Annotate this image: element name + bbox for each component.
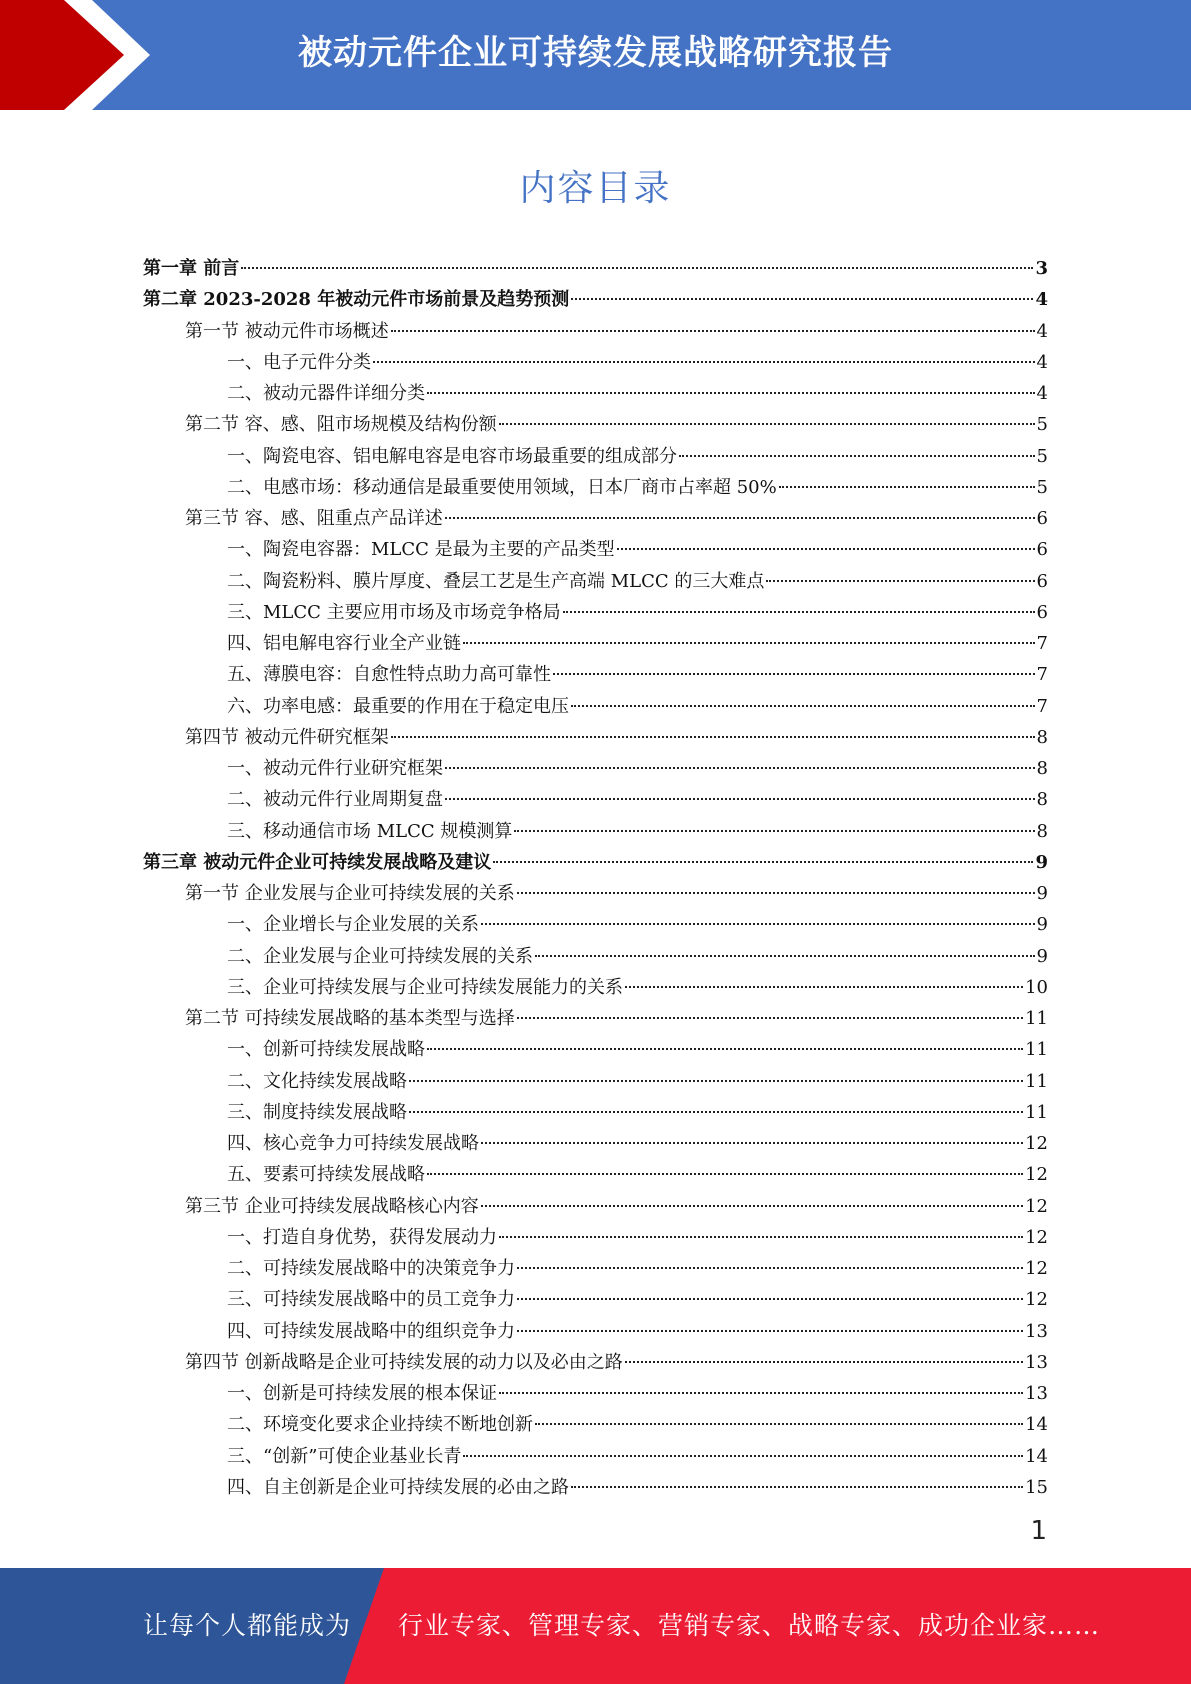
toc-entry-page: 7 [1036,633,1048,654]
toc-entry[interactable] [143,253,1048,284]
toc-entry[interactable] [143,284,1048,315]
toc-entry[interactable] [143,909,1048,940]
table-of-contents [143,253,1048,1503]
toc-entry-page: 5 [1036,445,1048,467]
toc-entry[interactable] [143,1409,1048,1440]
toc-dot-leader [625,986,1023,988]
toc-entry-page: 6 [1036,508,1048,529]
toc-dot-leader [517,1017,1023,1019]
toc-entry-page: 13 [1025,1351,1048,1373]
toc-entry-page: 6 [1036,570,1048,592]
toc-entry-title: 第三章 被动元件企业可持续发展战略及建议 [143,851,492,873]
toc-entry[interactable] [143,316,1048,347]
toc-entry[interactable] [143,534,1048,565]
toc-entry[interactable] [143,1003,1048,1034]
toc-dot-leader [571,705,1035,707]
toc-dot-leader [553,673,1035,675]
toc-entry[interactable] [143,1066,1048,1097]
toc-entry[interactable] [143,597,1048,628]
toc-entry-page: 8 [1036,726,1048,748]
toc-dot-leader [241,267,1033,269]
toc-entry-title: 二、电感市场：移动通信是最重要使用领域，日本厂商市占率超 50% [227,476,777,498]
toc-entry-title: 第二节 容、感、阻市场规模及结构份额 [185,414,497,436]
toc-entry-page: 11 [1025,1101,1048,1123]
toc-entry-title: 三、企业可持续发展与企业可持续发展能力的关系 [227,976,623,998]
toc-entry-page: 13 [1025,1383,1048,1404]
footer-banner [0,1568,1191,1684]
toc-entry-title: 一、创新是可持续发展的根本保证 [227,1383,497,1404]
toc-entry-title: 四、铝电解电容行业全产业链 [227,633,461,654]
toc-entry-page: 8 [1036,758,1048,779]
toc-dot-leader [625,1361,1023,1363]
toc-dot-leader [499,423,1035,425]
toc-entry-page: 10 [1025,976,1048,998]
toc-entry-page: 9 [1036,883,1048,904]
toc-dot-leader [499,1392,1023,1394]
toc-entry[interactable] [143,1441,1048,1472]
toc-entry-page: 5 [1036,414,1048,436]
toc-entry-page: 11 [1025,1070,1048,1092]
toc-dot-leader [373,361,1035,363]
toc-entry[interactable] [143,1253,1048,1284]
toc-entry-title: 第四节 创新战略是企业可持续发展的动力以及必由之路 [185,1351,623,1373]
toc-entry-title: 第三节 企业可持续发展战略核心内容 [185,1195,479,1217]
footer-slogan-left: 让每个人都能成为 [143,1611,352,1640]
toc-entry-title: 二、陶瓷粉料、膜片厚度、叠层工艺是生产高端 MLCC 的三大难点 [227,570,765,592]
toc-entry-page: 13 [1025,1320,1048,1342]
toc-entry-title: 六、功率电感：最重要的作用在于稳定电压 [227,695,569,717]
toc-dot-leader [679,455,1035,457]
toc-entry[interactable] [143,1284,1048,1315]
toc-entry[interactable] [143,1128,1048,1159]
toc-entry[interactable] [143,378,1048,409]
toc-entry[interactable] [143,1159,1048,1190]
toc-entry-title: 一、被动元件行业研究框架 [227,758,443,779]
toc-dot-leader [499,1236,1023,1238]
toc-entry[interactable] [143,441,1048,472]
toc-dot-leader [514,830,1034,832]
toc-dot-leader [445,767,1035,769]
toc-dot-leader [427,392,1035,394]
toc-entry[interactable] [143,1347,1048,1378]
toc-dot-leader [481,923,1035,925]
toc-entry-title: 四、核心竞争力可持续发展战略 [227,1133,479,1154]
toc-entry-title: 一、陶瓷电容、铝电解电容是电容市场最重要的组成部分 [227,445,677,467]
toc-dot-leader [766,580,1034,582]
toc-entry-title: 第一节 被动元件市场概述 [185,320,389,342]
toc-entry-title: 二、环境变化要求企业持续不断地创新 [227,1414,533,1436]
toc-entry-title: 第四节 被动元件研究框架 [185,726,389,748]
toc-entry-title: 五、薄膜电容：自愈性特点助力高可靠性 [227,664,551,686]
toc-entry-page: 4 [1036,383,1048,404]
page-number: 1 [1030,1516,1047,1546]
toc-entry-title: 二、企业发展与企业可持续发展的关系 [227,945,533,967]
toc-dot-leader [617,548,1035,550]
toc-entry[interactable] [143,659,1048,690]
toc-entry-page: 9 [1036,945,1048,967]
toc-entry-page: 4 [1036,320,1048,342]
toc-entry-page: 4 [1036,351,1048,373]
toc-entry-page: 11 [1025,1008,1048,1029]
toc-dot-leader [535,1423,1023,1425]
toc-entry-page: 12 [1025,1133,1048,1154]
toc-dot-leader [563,611,1035,613]
toc-entry-page: 8 [1036,820,1048,842]
toc-entry-title: 第二节 可持续发展战略的基本类型与选择 [185,1008,515,1029]
toc-dot-leader [517,1298,1023,1300]
toc-dot-leader [445,517,1035,519]
toc-dot-leader [409,1080,1023,1082]
footer-slogan-right: 行业专家、管理专家、营销专家、战略专家、成功企业家…… [398,1611,1101,1640]
toc-entry-title: 三、移动通信市场 MLCC 规模测算 [227,820,513,842]
toc-entry-title: 二、被动元器件详细分类 [227,383,425,404]
toc-dot-leader [409,1111,1023,1113]
toc-entry-page: 6 [1036,539,1048,561]
toc-entry-title: 四、自主创新是企业可持续发展的必由之路 [227,1476,569,1498]
toc-entry[interactable] [143,847,1048,878]
toc-entry-page: 3 [1035,258,1048,279]
toc-dot-leader [571,1486,1023,1488]
toc-dot-leader [445,798,1035,800]
toc-entry[interactable] [143,1472,1048,1503]
toc-entry[interactable] [143,1097,1048,1128]
toc-entry-page: 11 [1025,1039,1048,1061]
toc-entry-title: 一、创新可持续发展战略 [227,1039,425,1061]
toc-entry[interactable] [143,347,1048,378]
toc-entry-page: 12 [1025,1258,1048,1279]
toc-entry[interactable] [143,1034,1048,1065]
toc-entry-title: 二、可持续发展战略中的决策竞争力 [227,1258,515,1279]
toc-entry[interactable] [143,753,1048,784]
toc-entry-title: 一、企业增长与企业发展的关系 [227,914,479,936]
toc-entry[interactable] [143,472,1048,503]
toc-entry-page: 15 [1025,1476,1048,1498]
toc-entry-page: 9 [1035,851,1048,873]
toc-entry[interactable] [143,628,1048,659]
toc-entry[interactable] [143,409,1048,440]
toc-entry-page: 6 [1036,601,1048,623]
toc-entry-title: 二、被动元件行业周期复盘 [227,789,443,811]
toc-entry-page: 7 [1036,695,1048,717]
toc-entry-title: 第二章 2023-2028 年被动元件市场前景及趋势预测 [143,289,570,311]
toc-dot-leader [493,861,1033,863]
toc-entry-title: 一、电子元件分类 [227,351,371,373]
toc-dot-leader [427,1173,1023,1175]
toc-dot-leader [535,955,1035,957]
toc-entry-page: 12 [1025,1195,1048,1217]
toc-entry-title: 第一章 前言 [143,258,240,279]
toc-dot-leader [391,736,1035,738]
toc-dot-leader [427,1048,1023,1050]
toc-entry[interactable] [143,722,1048,753]
toc-entry-title: 三、制度持续发展战略 [227,1101,407,1123]
toc-entry-page: 14 [1025,1445,1048,1467]
toc-entry-title: 一、陶瓷电容器：MLCC 是最为主要的产品类型 [227,539,615,561]
header-banner [0,0,1191,110]
toc-entry-title: 三、MLCC 主要应用市场及市场竞争格局 [227,601,561,623]
toc-entry[interactable] [143,1191,1048,1222]
toc-entry-page: 9 [1036,914,1048,936]
toc-entry-page: 7 [1036,664,1048,686]
toc-dot-leader [463,642,1035,644]
toc-entry-title: 四、可持续发展战略中的组织竞争力 [227,1320,515,1342]
toc-heading: 内容目录 [519,168,672,209]
toc-entry[interactable] [143,816,1048,847]
toc-dot-leader [391,330,1035,332]
toc-entry[interactable] [143,566,1048,597]
document-title: 被动元件企业可持续发展战略研究报告 [298,33,893,73]
toc-entry[interactable] [143,878,1048,909]
toc-dot-leader [481,1142,1023,1144]
toc-entry[interactable] [143,503,1048,534]
toc-entry-page: 4 [1035,289,1048,311]
toc-entry-title: 第三节 容、感、阻重点产品详述 [185,508,443,529]
toc-entry-page: 12 [1025,1164,1048,1186]
toc-entry-page: 5 [1036,476,1048,498]
toc-entry-page: 12 [1025,1226,1048,1248]
toc-entry-page: 8 [1036,789,1048,811]
toc-entry[interactable] [143,1316,1048,1347]
toc-entry-title: 五、要素可持续发展战略 [227,1164,425,1186]
toc-entry[interactable] [143,1378,1048,1409]
toc-entry[interactable] [143,784,1048,815]
toc-entry-page: 14 [1025,1414,1048,1436]
toc-entry[interactable] [143,1222,1048,1253]
toc-entry[interactable] [143,972,1048,1003]
toc-entry-title: 二、文化持续发展战略 [227,1070,407,1092]
toc-dot-leader [517,1330,1023,1332]
toc-entry[interactable] [143,941,1048,972]
toc-entry[interactable] [143,691,1048,722]
toc-dot-leader [481,1205,1023,1207]
toc-entry-page: 12 [1025,1289,1048,1311]
toc-dot-leader [517,1267,1023,1269]
toc-dot-leader [463,1455,1023,1457]
toc-dot-leader [779,486,1035,488]
toc-dot-leader [571,298,1033,300]
toc-entry-title: 第一节 企业发展与企业可持续发展的关系 [185,883,515,904]
toc-entry-title: 一、打造自身优势，获得发展动力 [227,1226,497,1248]
toc-dot-leader [517,892,1035,894]
toc-entry-title: 三、“创新”可使企业基业长青 [227,1445,462,1467]
toc-entry-title: 三、可持续发展战略中的员工竞争力 [227,1289,515,1311]
